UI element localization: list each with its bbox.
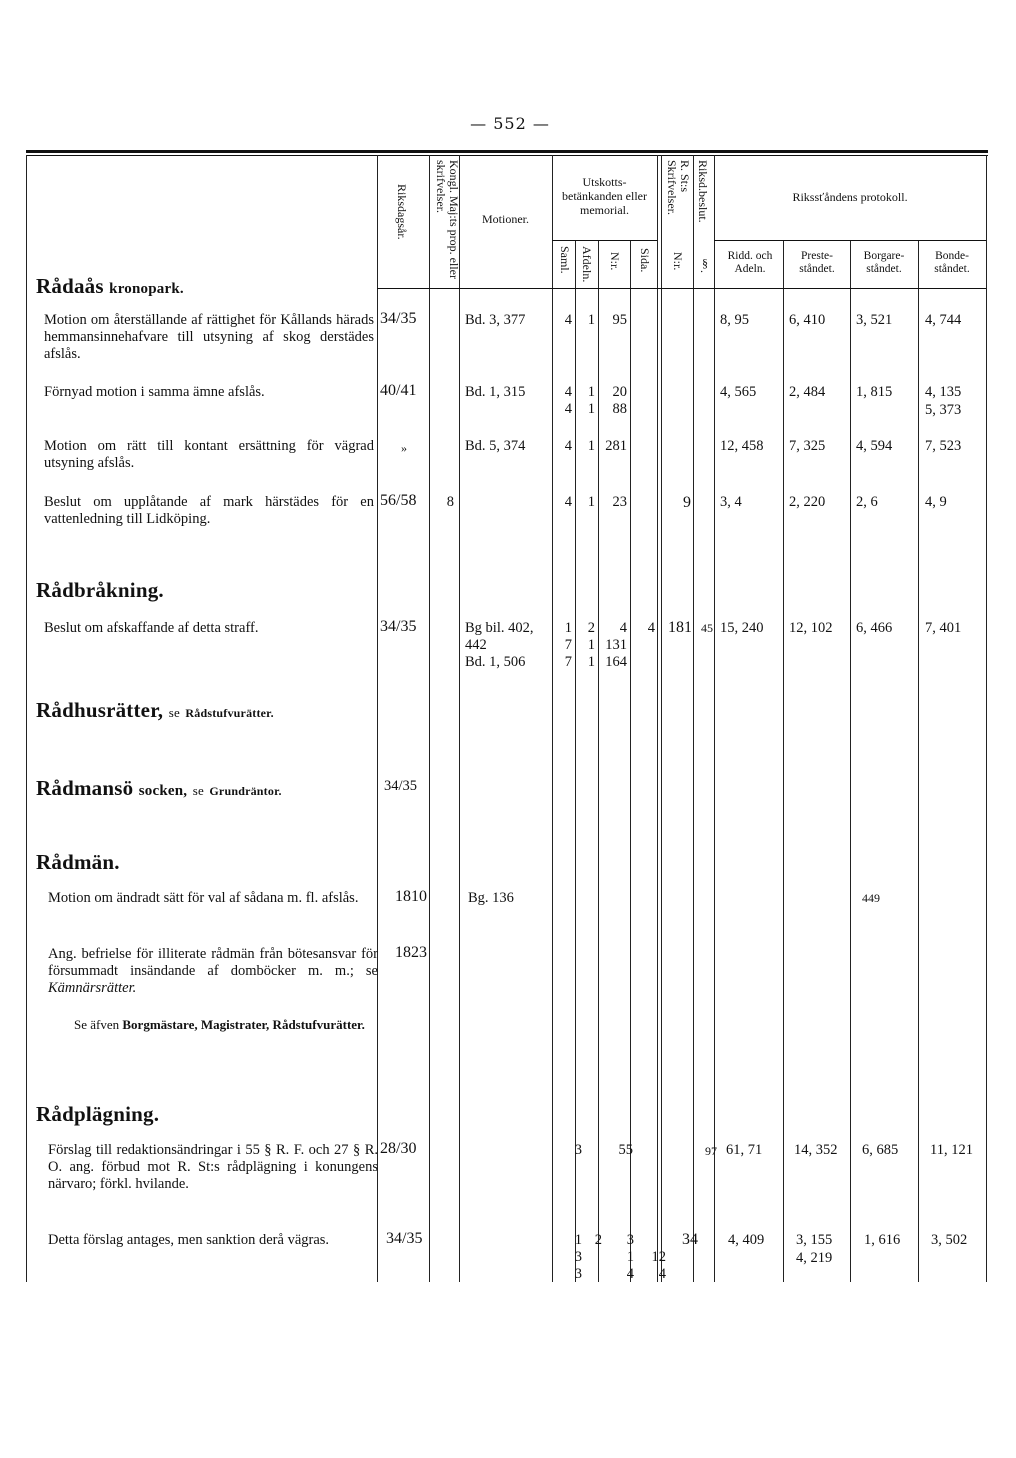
section-radbrakning: Rådbråkning. bbox=[36, 578, 164, 602]
entry-bonde: 4, 744 bbox=[925, 312, 962, 328]
entry-borgare: 6, 466 bbox=[856, 620, 893, 636]
header-bonde: Bonde- ståndet. bbox=[934, 250, 970, 275]
header-sida: Sida. bbox=[638, 248, 652, 273]
col-line bbox=[850, 240, 851, 1282]
top-rule-thin bbox=[26, 155, 988, 156]
header-borgare: Borgare- ståndet. bbox=[863, 250, 905, 275]
entry-text: Ang. befrielse för illiterate rådmän från bötesansvar för försummadt insändande af domböcker m. m.; se bbox=[48, 946, 378, 979]
entry-saml: 4 4 bbox=[564, 384, 572, 417]
see-label: se bbox=[168, 705, 180, 720]
header-skr-nr: N:r. bbox=[671, 252, 685, 271]
header-motioner: Motioner. bbox=[482, 212, 529, 226]
entry-saml: 1 3 3 bbox=[574, 1232, 582, 1282]
entry-reference: Kämnärsrätter. bbox=[48, 980, 137, 996]
entry-borgare: 1, 616 bbox=[864, 1232, 901, 1248]
entry-year: 1823 bbox=[395, 944, 427, 961]
entry-ridd: 8, 95 bbox=[720, 312, 749, 328]
section-subtitle: socken, bbox=[138, 783, 188, 799]
header-subrule-protokoll bbox=[714, 240, 986, 241]
entry-nr: 20 88 bbox=[612, 384, 627, 417]
entry-skr-nr: 34 bbox=[682, 1231, 698, 1248]
header-preste: Preste- ståndet. bbox=[799, 250, 835, 275]
entry-preste: 2, 484 bbox=[789, 384, 826, 400]
entry-afd: 2 1 1 bbox=[587, 620, 595, 670]
see-reference: Rådstufvurätter. bbox=[185, 706, 274, 720]
see-also-label: Se äfven bbox=[74, 1017, 120, 1032]
entry-description: Motion om återställande af rättighet för Kållands härads hemmansinnehafvare till utsyning af skog derstädes afslås. bbox=[44, 312, 374, 362]
entry-description: Beslut om afskaffande af detta straff. bbox=[44, 620, 259, 636]
section-title: Rådmansö bbox=[36, 776, 134, 800]
entry-bonde: 7, 523 bbox=[925, 438, 962, 454]
header-afdeln: Afdeln. bbox=[580, 246, 594, 283]
entry-year: » bbox=[401, 441, 407, 455]
entry-borgare: 6, 685 bbox=[862, 1142, 899, 1158]
entry-preste: 3, 155 4, 219 bbox=[796, 1232, 833, 1266]
col-line bbox=[693, 155, 694, 1282]
col-line bbox=[552, 155, 553, 1282]
col-line bbox=[630, 240, 631, 1282]
entry-skr-nr: 9 bbox=[683, 494, 691, 511]
entry-year: 34/35 bbox=[380, 310, 417, 327]
header-riksdbeslut: Riksd.beslut. bbox=[696, 160, 710, 223]
section-title: Rådaås bbox=[36, 274, 104, 298]
entry-nr: 3 1 4 bbox=[626, 1232, 634, 1282]
entry-sida: 4 bbox=[647, 620, 655, 636]
entry-bonde: 4, 135 5, 373 bbox=[925, 384, 962, 418]
entry-year: 34/35 bbox=[386, 1230, 423, 1247]
header-kongl-prop bbox=[428, 160, 460, 290]
top-rule-thick bbox=[26, 150, 988, 153]
see-also bbox=[74, 1016, 379, 1033]
header-ridd: Ridd. och Adeln. bbox=[727, 250, 773, 275]
entry-ridd: 15, 240 bbox=[720, 620, 764, 636]
section-radman: Rådmän. bbox=[36, 850, 120, 874]
entry-borgare: 2, 6 bbox=[856, 494, 878, 510]
col-line bbox=[26, 155, 27, 1282]
col-line bbox=[714, 155, 715, 1282]
col-line bbox=[459, 155, 460, 1282]
see-label: se bbox=[192, 783, 204, 798]
section-radmanso bbox=[36, 776, 282, 801]
section-subtitle: kronopark. bbox=[109, 281, 184, 297]
header-utskotts: Utskotts- betänkanden eller memorial. bbox=[562, 175, 647, 217]
see-also-refs: Borgmästare, Magistrater, Rådstufvurätter. bbox=[122, 1017, 365, 1032]
page-number: — 552 — bbox=[470, 114, 550, 133]
entry-ridd: 4, 565 bbox=[720, 384, 757, 400]
entry-ridd: 12, 458 bbox=[720, 438, 764, 454]
section-radaas bbox=[36, 274, 184, 299]
header-subrule-utskotts bbox=[552, 240, 657, 241]
entry-year: 40/41 bbox=[380, 382, 417, 399]
entry-saml: 4 bbox=[564, 438, 572, 454]
entry-saml: 4 bbox=[564, 494, 572, 510]
section-radplagning: Rådplägning. bbox=[36, 1102, 160, 1126]
entry-description: Detta förslag antages, men sanktion derå vägras. bbox=[48, 1232, 330, 1248]
col-line bbox=[429, 155, 430, 1282]
entry-prop: 8 bbox=[446, 494, 454, 510]
header-nr: N:r. bbox=[608, 252, 622, 271]
entry-afd: 1 bbox=[587, 312, 595, 328]
entry-saml: 4 bbox=[564, 312, 572, 328]
entry-beslut: 97 bbox=[705, 1144, 717, 1158]
header-protokoll: Rikssťåndens protokoll. bbox=[792, 190, 908, 204]
entry-preste: 7, 325 bbox=[789, 438, 826, 454]
entry-borgare: 4, 594 bbox=[856, 438, 893, 454]
entry-bonde: 7, 401 bbox=[925, 620, 962, 636]
entry-year: 1810 bbox=[395, 888, 427, 905]
entry-motion: Bg bil. 402, 442 Bd. 1, 506 bbox=[465, 620, 534, 670]
entry-afd: 1 bbox=[587, 438, 595, 454]
entry-ridd: 4, 409 bbox=[728, 1232, 765, 1248]
header-saml: Saml. bbox=[558, 246, 572, 274]
entry-preste: 14, 352 bbox=[794, 1142, 838, 1158]
entry-description: Förnyad motion i samma ämne afslås. bbox=[44, 384, 265, 400]
entry-afd: 1 1 bbox=[587, 384, 595, 417]
header-kongl-text: Kongl. Maj:ts prop. eller skrifvelser. bbox=[434, 160, 461, 279]
section-radhus bbox=[36, 698, 274, 723]
see-reference: Grundräntor. bbox=[209, 784, 282, 798]
header-skrifvelser bbox=[663, 160, 691, 240]
col-line bbox=[986, 155, 987, 1282]
entry-description: Motion om ändradt sätt för val af sådana m. fl. afslås. bbox=[48, 890, 359, 906]
entry-description: Beslut om upplåtande af mark härstädes för en vattenledning till Lidköping. bbox=[44, 494, 374, 527]
entry-beslut: 45 bbox=[701, 621, 713, 635]
entry-preste: 2, 220 bbox=[789, 494, 826, 510]
col-line bbox=[661, 155, 662, 1282]
entry-description: Motion om rätt till kontant ersättning för vägrad utsyning afslås. bbox=[44, 438, 374, 471]
entry-nr: 23 bbox=[612, 494, 627, 510]
entry-ridd: 3, 4 bbox=[720, 494, 742, 510]
col-line bbox=[918, 240, 919, 1282]
entry-bonde: 4, 9 bbox=[925, 494, 947, 510]
entry-nr: 95 bbox=[612, 312, 627, 328]
entry-year: 34/35 bbox=[384, 778, 418, 794]
entry-nr: 281 bbox=[605, 438, 627, 454]
entry-bonde: 3, 502 bbox=[931, 1232, 968, 1248]
col-line bbox=[575, 240, 576, 1282]
header-bottom-rule bbox=[377, 288, 986, 289]
entry-description: Förslag till redaktionsändringar i 55 § R. F. och 27 § R. O. ang. förbud mot R. St:s rådplägning i konungens närvaro; förkl. hvilande. bbox=[48, 1142, 378, 1192]
entry-motion: Bd. 3, 377 bbox=[465, 312, 526, 328]
entry-motion: Bd. 5, 374 bbox=[465, 438, 526, 454]
entry-afd: 2 bbox=[594, 1232, 602, 1248]
entry-nr: 4 131 164 bbox=[605, 620, 627, 670]
entry-ridd: 61, 71 bbox=[726, 1142, 763, 1158]
col-line bbox=[657, 155, 658, 1282]
entry-year: 34/35 bbox=[380, 618, 417, 635]
entry-sida: 12 4 bbox=[651, 1249, 666, 1282]
entry-saml: 1 7 7 bbox=[564, 620, 572, 670]
entry-borgare: 3, 521 bbox=[856, 312, 893, 328]
header-sect-sign: §. bbox=[698, 256, 712, 273]
entry-motion: Bg. 136 bbox=[468, 890, 514, 906]
col-line bbox=[598, 240, 599, 1282]
entry-borgare: 1, 815 bbox=[856, 384, 893, 400]
entry-afd: 1 bbox=[587, 494, 595, 510]
entry-nr: 55 bbox=[618, 1142, 633, 1158]
entry-preste: 6, 410 bbox=[789, 312, 826, 328]
entry-saml: 3 bbox=[574, 1142, 582, 1158]
header-skrifvelser-text: R. St:s Skrifvelser. bbox=[665, 160, 692, 215]
col-line bbox=[783, 240, 784, 1282]
entry-preste: 12, 102 bbox=[789, 620, 833, 636]
section-title: Rådhusrätter, bbox=[36, 698, 164, 722]
entry-bonde: 11, 121 bbox=[930, 1142, 973, 1158]
col-line bbox=[377, 155, 378, 1282]
entry-year: 28/30 bbox=[380, 1140, 417, 1157]
entry-skr-nr: 181 bbox=[668, 619, 692, 636]
entry-description bbox=[48, 946, 378, 997]
header-riksdagsar: Riksdagsår. bbox=[395, 184, 409, 240]
entry-borgare: 449 bbox=[862, 891, 880, 905]
entry-motion: Bd. 1, 315 bbox=[465, 384, 526, 400]
entry-year: 56/58 bbox=[380, 492, 417, 509]
